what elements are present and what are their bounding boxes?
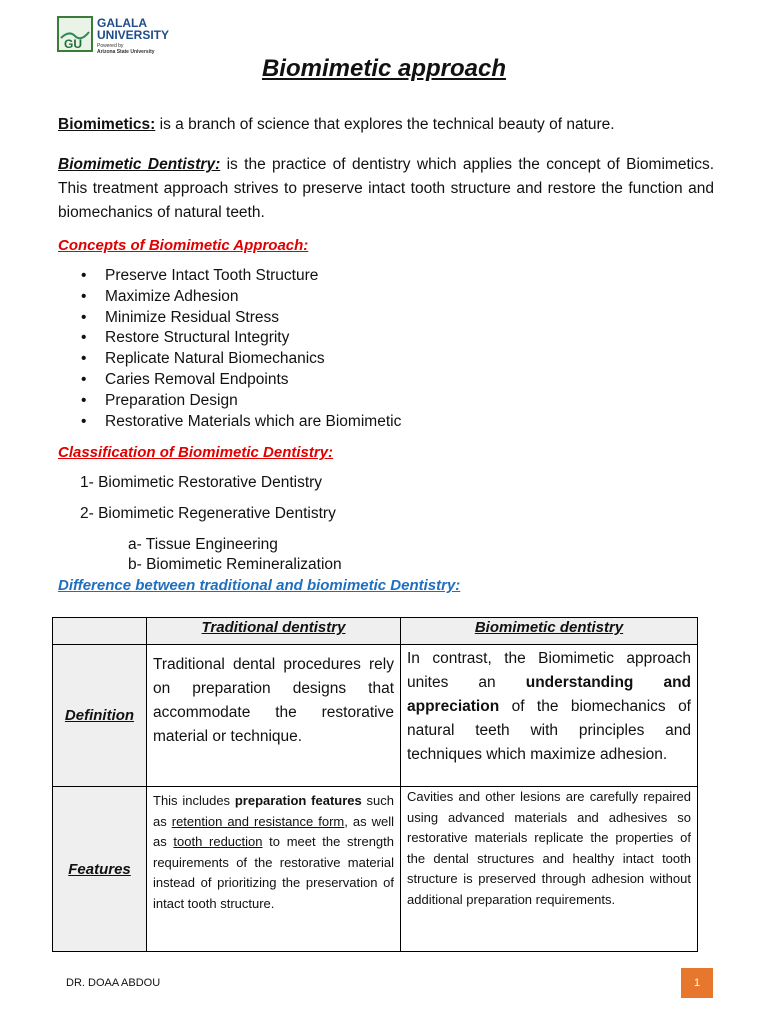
table-row bbox=[53, 645, 698, 787]
column-header-biomimetic: Biomimetic dentistry bbox=[401, 618, 698, 645]
logo-asu: Arizona State University bbox=[97, 49, 155, 55]
column-header-traditional: Traditional dentistry bbox=[147, 618, 401, 645]
features-biomimetic: Cavities and other lesions are carefully repaired using advanced materials and adhesives so restorative materials replicate the properties of the dental structures and healthy intact tooth structure is preserved through adhesion without additional preparation requirements. bbox=[401, 787, 698, 952]
concepts-heading: Concepts of Biomimetic Approach: bbox=[58, 237, 309, 254]
list-item: • Replicate Natural Biomechanics bbox=[58, 349, 401, 370]
university-logo bbox=[57, 16, 177, 56]
feat-trad-part2: such as bbox=[153, 793, 395, 829]
classification-item-1: 1- Biomimetic Restorative Dentistry bbox=[80, 474, 323, 491]
row-label-features: Features bbox=[53, 787, 147, 952]
difference-heading: Difference between traditional and biomimetic Dentistry: bbox=[58, 577, 461, 594]
list-item: • Preserve Intact Tooth Structure bbox=[58, 266, 401, 287]
table-header-row bbox=[53, 618, 698, 645]
logo-text-university: UNIVERSITY bbox=[97, 28, 170, 42]
classification-heading: Classification of Biomimetic Dentistry: bbox=[58, 444, 334, 461]
list-item: • Minimize Residual Stress bbox=[58, 308, 401, 329]
feat-trad-underline1: retention and resistance form bbox=[171, 813, 345, 829]
row-label-definition: Definition bbox=[53, 645, 147, 787]
biomimetic-dentistry-text: is the practice of dentistry which applies the concept of Biomimetics. This treatment approach strives to preserve intact tooth structure and restore the function and biomechanics of natural teeth. bbox=[58, 156, 714, 221]
logo-mark-text: GU bbox=[64, 37, 82, 50]
biomimetic-dentistry-definition bbox=[58, 153, 714, 225]
features-traditional bbox=[147, 787, 401, 952]
feat-trad-bold: preparation features bbox=[234, 793, 362, 808]
page-number-badge: 1 bbox=[681, 968, 713, 998]
feat-trad-underline2: tooth reduction bbox=[173, 834, 263, 849]
list-item: • Restorative Materials which are Biomimetic bbox=[58, 412, 401, 433]
logo-text-galala: GALALA bbox=[97, 16, 147, 30]
footer-author: DR. DOAA ABDOU bbox=[66, 977, 161, 989]
list-item: • Preparation Design bbox=[58, 391, 401, 412]
definition-traditional: Traditional dental procedures rely on preparation designs that accommodate the restorative material or technique. bbox=[147, 645, 401, 787]
logo-emblem-icon bbox=[57, 16, 93, 52]
classification-sub-a: a- Tissue Engineering bbox=[128, 536, 278, 553]
biomimetics-text: is a branch of science that explores the technical beauty of nature. bbox=[155, 116, 615, 133]
biomimetic-dentistry-term: Biomimetic Dentistry: bbox=[58, 156, 221, 173]
feat-trad-part3: , as well as bbox=[153, 813, 394, 849]
feat-trad-part4: to meet the strength requirements of the restorative material instead of prioritizing the preservation of intact tooth structure. bbox=[153, 834, 395, 911]
def-bio-bold: understanding and appreciation bbox=[407, 674, 692, 715]
def-bio-part2: of the biomechanics of natural teeth with principles and techniques which maximize adhesion. bbox=[407, 698, 691, 763]
definition-biomimetic bbox=[401, 645, 698, 787]
list-item: • Caries Removal Endpoints bbox=[58, 370, 401, 391]
biomimetics-term: Biomimetics: bbox=[58, 116, 156, 133]
comparison-table bbox=[52, 617, 698, 952]
list-item: • Maximize Adhesion bbox=[58, 287, 401, 308]
classification-sub-b: b- Biomimetic Remineralization bbox=[128, 556, 342, 573]
feat-trad-part1: This includes bbox=[153, 793, 235, 808]
logo-powered-by: Powered by bbox=[97, 43, 124, 49]
list-item: • Restore Structural Integrity bbox=[58, 328, 401, 349]
concepts-list bbox=[58, 266, 401, 432]
table-corner-cell bbox=[53, 618, 147, 645]
classification-item-2: 2- Biomimetic Regenerative Dentistry bbox=[80, 505, 336, 522]
page-title: Biomimetic approach bbox=[261, 55, 507, 82]
table-row bbox=[53, 787, 698, 952]
def-bio-part1: In contrast, the Biomimetic approach unites an bbox=[407, 650, 691, 691]
biomimetics-definition bbox=[58, 113, 714, 137]
